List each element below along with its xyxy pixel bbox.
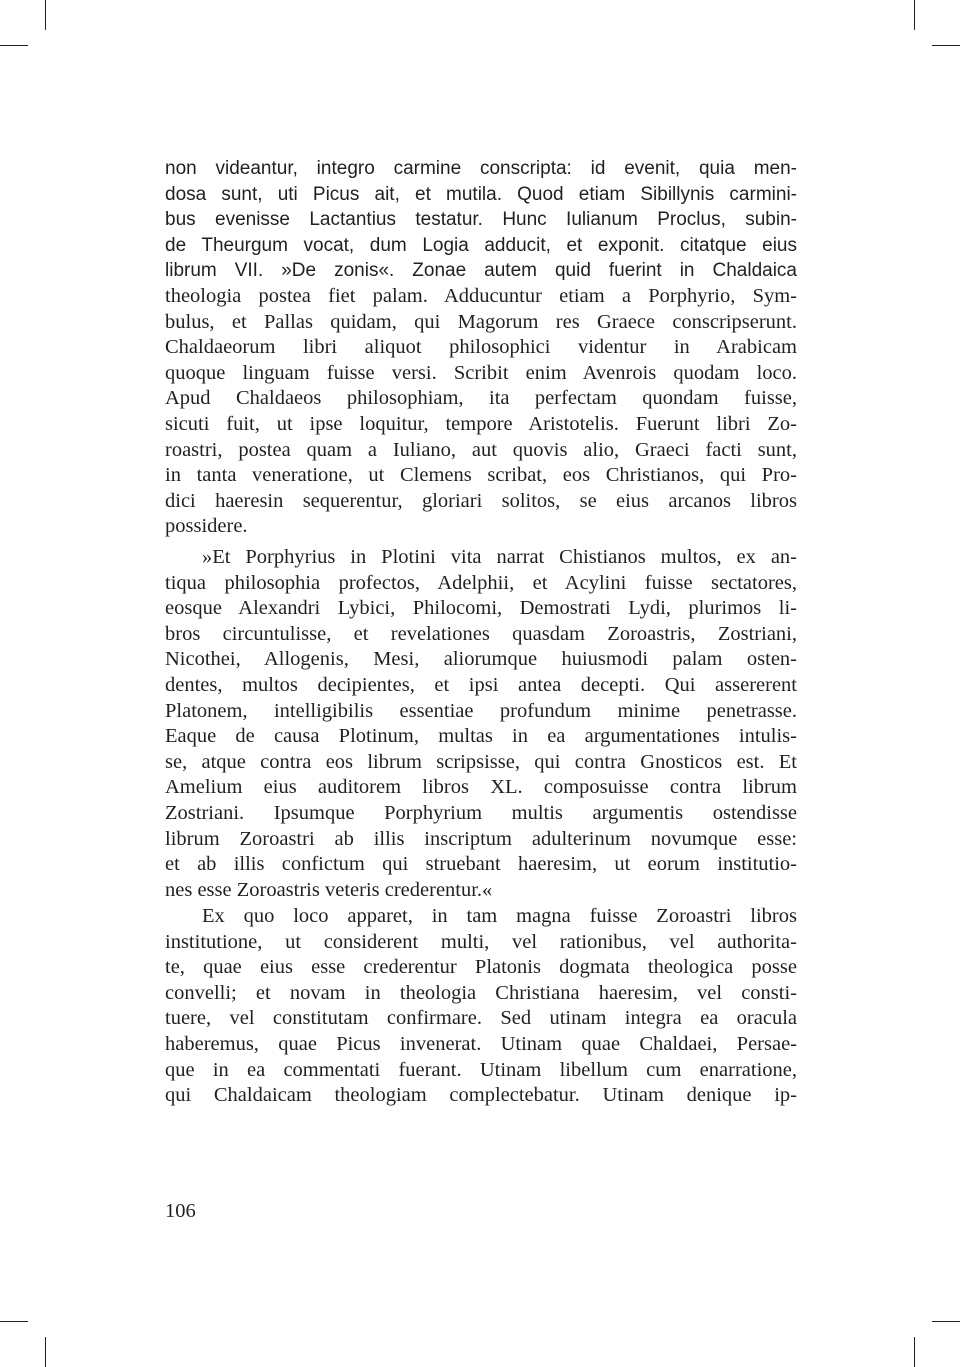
text-line: haberemus, quae Picus invenerat. Utinam quae Chaldaei, Persae-	[165, 1032, 797, 1055]
text-line: theologia postea fiet palam. Adducuntur etiam a Porphyrio, Sym-	[165, 284, 797, 307]
paragraph-2	[165, 545, 797, 903]
text-line: librum VII. »De zonis«. Zonae autem quid fuerint in Chaldaica	[165, 260, 797, 282]
text-line: in tanta veneratione, ut Clemens scribat, eos Christianos, qui Pro-	[165, 464, 797, 487]
crop-mark-bottom-right-vertical	[914, 1337, 915, 1367]
text-line: dentes, multos decipientes, et ipsi antea decepti. Qui assererent	[165, 673, 797, 696]
text-line: sicuti fuit, ut ipse loquitur, tempore Aristotelis. Fuerunt libri Zo-	[165, 412, 797, 435]
text-line: tuere, vel constitutam confirmare. Sed utinam integra ea oracula	[165, 1007, 797, 1030]
crop-mark-bottom-right-horizontal	[932, 1321, 960, 1322]
text-line: que in ea commentati fuerant. Utinam libellum cum enarratione,	[165, 1058, 797, 1081]
text-line: librum Zoroastri ab illis inscriptum adulterinum novumque esse:	[165, 827, 797, 850]
text-line: Ex quo loco apparet, in tam magna fuisse Zoroastri libros	[202, 905, 797, 927]
text-line: eosque Alexandri Lybici, Philocomi, Demostrati Lydi, plurimos li-	[165, 597, 797, 620]
text-line: nes esse Zoroastris veteris crederentur.«	[165, 878, 493, 901]
crop-mark-bottom-left-vertical	[45, 1337, 46, 1367]
crop-mark-top-right-vertical	[914, 0, 915, 30]
text-line: Chaldaeorum libri aliquot philosophici videntur in Arabicam	[165, 336, 797, 359]
text-line: dici haeresin sequerentur, gloriari solitos, se eius arcanos libros	[165, 489, 797, 512]
text-line: roastri, postea quam a Iuliano, aut quovis alio, Graeci facti sunt,	[165, 438, 797, 461]
text-line: non videantur, integro carmine conscripta: id evenit, quia men-	[165, 158, 797, 179]
text-line: dosa sunt, uti Picus ait, et mutila. Quod etiam Sibillynis carmini-	[165, 183, 797, 205]
text-line: Amelium eius auditorem libros XL. composuisse contra librum	[165, 776, 797, 799]
page-number: 106	[165, 1200, 196, 1222]
text-line: Eaque de causa Plotinum, multas in ea argumentationes intulis-	[165, 725, 797, 748]
text-line: tiqua philosophia profectos, Adelphii, et Acylini fuisse sectatores,	[165, 571, 797, 594]
text-line: »Et Porphyrius in Plotini vita narrat Chistianos multos, ex an-	[202, 546, 797, 568]
crop-mark-top-left-vertical	[45, 0, 46, 30]
text-line: se, atque contra eos librum scripsisse, qui contra Gnosticos est. Et	[165, 750, 797, 773]
text-line: te, quae eius esse crederentur Platonis dogmata theologica posse	[165, 956, 797, 979]
text-line: qui Chaldaicam theologiam complectebatur. Utinam denique ip-	[165, 1084, 797, 1107]
crop-mark-top-right-horizontal	[932, 45, 960, 46]
text-line: quoque linguam fuisse versi. Scribit enim Avenrois quodam loco.	[165, 361, 797, 384]
text-line: institutione, ut considerent multi, vel rationibus, vel authorita-	[165, 930, 797, 953]
text-line: de Theurgum vocat, dum Logia adducit, et exponit. citatque eius	[165, 234, 797, 256]
text-line: bulus, et Pallas quidam, qui Magorum res Graece conscripserunt.	[165, 310, 797, 333]
text-line: bus evenisse Lactantius testatur. Hunc Iulianum Proclus, subin-	[165, 209, 797, 231]
crop-mark-bottom-left-horizontal	[0, 1321, 28, 1322]
crop-mark-top-left-horizontal	[0, 45, 28, 46]
paragraph-1	[165, 156, 797, 540]
text-line: bros circuntulisse, et revelationes quasdam Zoroastris, Zostriani,	[165, 622, 797, 645]
text-line: et ab illis confictum qui struebant haeresim, ut eorum institutio-	[165, 853, 797, 876]
paragraph-3	[165, 904, 797, 1109]
text-line: Nicothei, Allogenis, Mesi, aliorumque huiusmodi palam osten-	[165, 648, 797, 671]
text-line: convelli; et novam in theologia Christiana haeresim, vel consti-	[165, 981, 797, 1004]
text-line: Apud Chaldaeos philosophiam, ita perfectam quondam fuisse,	[165, 387, 797, 410]
text-line: possidere.	[165, 515, 248, 538]
text-line: Platonem, intelligibilis essentiae profundum minime penetrasse.	[165, 699, 797, 722]
text-line: Zostriani. Ipsumque Porphyrium multis argumentis ostendisse	[165, 801, 797, 824]
